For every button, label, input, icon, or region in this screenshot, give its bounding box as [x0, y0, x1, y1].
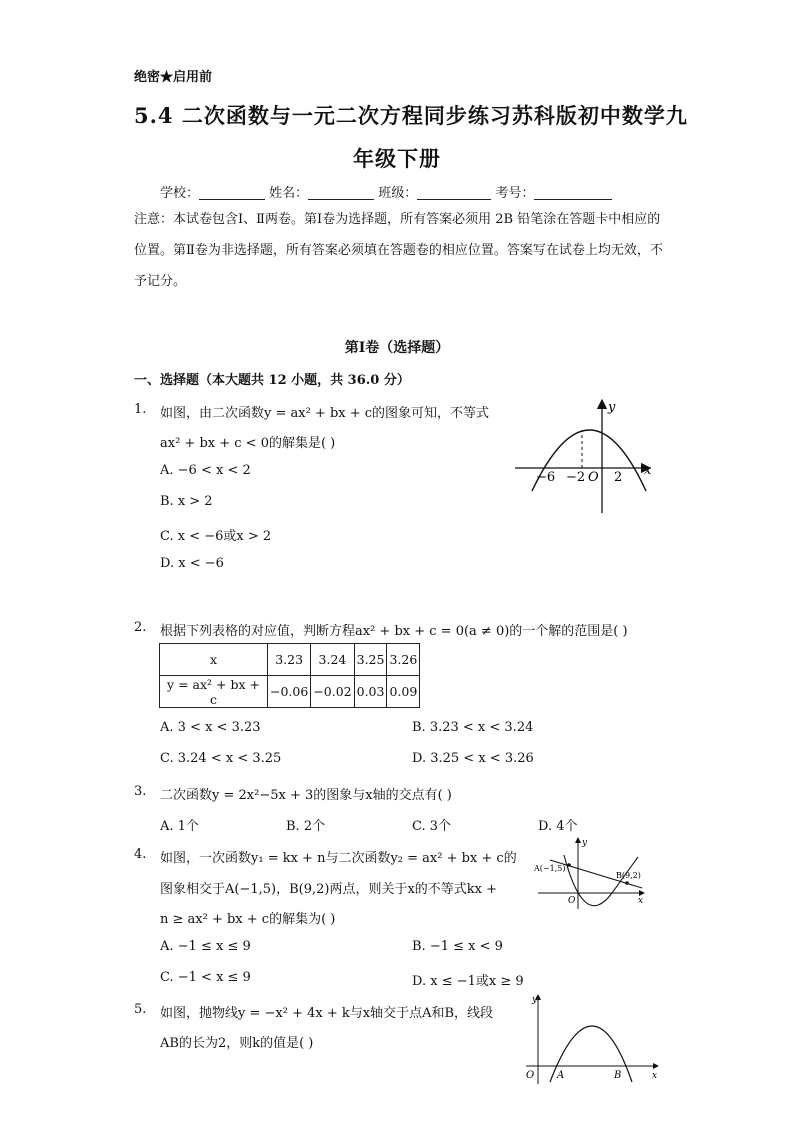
- table-row: [160, 644, 420, 676]
- question-4-option-c[interactable]: C. −1 < x ≤ 9: [160, 970, 251, 985]
- table-row: [160, 676, 420, 708]
- origin-label: O: [568, 896, 576, 906]
- question-3-option-c[interactable]: C. 3个: [412, 819, 452, 834]
- tick-minus-6: −6: [536, 470, 556, 485]
- y-axis-label: y: [582, 838, 588, 848]
- question-4-line1: 如图，一次函数y₁ = kx + n与二次函数y₂ = ax² + bx + c的: [160, 851, 517, 866]
- point-a-label: A: [557, 1070, 565, 1081]
- origin-label: O: [526, 1070, 535, 1081]
- origin-label: O: [588, 470, 599, 485]
- question-2-option-a[interactable]: A. 3 < x < 3.23: [160, 720, 261, 735]
- name-label: 姓名：: [269, 186, 309, 201]
- table-cell: −0.02: [311, 676, 354, 708]
- question-2-option-d[interactable]: D. 3.25 < x < 3.26: [412, 751, 534, 766]
- school-blank[interactable]: [199, 185, 265, 200]
- question-3-option-b[interactable]: B. 2个: [286, 819, 326, 834]
- table-cell: 0.09: [387, 676, 420, 708]
- question-1-line2: ax² + bx + c < 0的解集是( ): [160, 436, 336, 451]
- question-1-option-b[interactable]: B. x > 2: [160, 494, 213, 509]
- table-cell: x: [160, 644, 268, 676]
- notice-text: 注意：本试卷包含Ⅰ、Ⅱ两卷。第Ⅰ卷为选择题，所有答案必须用 2B 铅笔涂在答题卡中相应的位置。第Ⅱ卷为非选择题，所有答案必须填在答题卷的相应位置。答案写在试卷上均无效，不予记分。: [134, 212, 663, 289]
- page-title-line1: 5.4 二次函数与一元二次方程同步练习苏科版初中数学九: [134, 103, 688, 128]
- name-blank[interactable]: [308, 185, 374, 200]
- question-3-option-a[interactable]: A. 1个: [160, 819, 199, 834]
- table-cell: 3.25: [354, 644, 387, 676]
- table-cell: −0.06: [268, 676, 311, 708]
- question-4-graph-figure: [528, 833, 650, 913]
- point-a-label: A(−1,5): [534, 864, 566, 873]
- question-5-line1: 如图，抛物线y = −x² + 4x + k与x轴交于点A和B，线段: [160, 1006, 494, 1021]
- class-blank[interactable]: [417, 185, 491, 200]
- tick-minus-2: −2: [566, 470, 586, 485]
- table-cell: 3.23: [268, 644, 311, 676]
- point-b-label: B(9,2): [616, 871, 641, 880]
- question-2-option-b[interactable]: B. 3.23 < x < 3.24: [412, 720, 534, 735]
- question-4-option-b[interactable]: B. −1 ≤ x < 9: [412, 939, 503, 954]
- secret-label: 绝密★启用前: [134, 70, 213, 85]
- table-cell: y = ax² + bx + c: [160, 676, 268, 708]
- y-axis-label: y: [608, 400, 616, 415]
- question-4-line2: 图象相交于A(−1,5)，B(9,2)两点，则关于x的不等式kx +: [160, 882, 498, 897]
- id-blank[interactable]: [534, 185, 612, 200]
- section-heading: 一、选择题（本大题共 12 小题，共 36.0 分）: [134, 373, 410, 388]
- question-4-option-d[interactable]: D. x ≤ −1或x ≥ 9: [412, 974, 524, 989]
- question-4-number: 4.: [134, 847, 147, 862]
- y-axis-label: y: [532, 995, 538, 1005]
- question-2-line1: 根据下列表格的对应值，判断方程ax² + bx + c = 0(a ≠ 0)的一个解的范围是( ): [160, 624, 628, 639]
- question-3-line1: 二次函数y = 2x²−5x + 3的图象与x轴的交点有( ): [160, 788, 452, 803]
- question-1-option-a[interactable]: A. −6 < x < 2: [160, 463, 251, 478]
- question-3-number: 3.: [134, 784, 147, 799]
- page-title-line2: 年级下册: [353, 146, 441, 171]
- question-1-option-d[interactable]: D. x < −6: [160, 556, 224, 571]
- question-2-number: 2.: [134, 620, 147, 635]
- question-1-option-c[interactable]: C. x < −6或x > 2: [160, 529, 272, 544]
- section-title: 第Ⅰ卷（选择题）: [344, 340, 450, 356]
- tick-2: 2: [614, 470, 623, 485]
- question-3-option-d[interactable]: D. 4个: [538, 819, 578, 834]
- question-2-option-c[interactable]: C. 3.24 < x < 3.25: [160, 751, 282, 766]
- table-cell: 0.03: [354, 676, 387, 708]
- point-a-marker: [567, 863, 571, 867]
- id-label: 考号：: [495, 186, 535, 201]
- question-4-option-a[interactable]: A. −1 ≤ x ≤ 9: [160, 939, 251, 954]
- point-b-label: B: [614, 1070, 622, 1081]
- values-table: [159, 643, 420, 708]
- question-1-line1: 如图，由二次函数y = ax² + bx + c的图象可知，不等式: [160, 406, 490, 421]
- table-cell: 3.26: [387, 644, 420, 676]
- school-label: 学校：: [160, 186, 200, 201]
- x-axis-label: x: [644, 463, 652, 478]
- question-5-number: 5.: [134, 1002, 147, 1017]
- question-5-line2: AB的长为2，则k的值是( ): [160, 1036, 314, 1051]
- x-axis-label: x: [638, 896, 644, 906]
- question-1-number: 1.: [134, 402, 147, 417]
- point-b-marker: [625, 881, 629, 885]
- question-1-parabola-figure: [510, 395, 660, 517]
- question-5-parabola-figure: [518, 990, 664, 1086]
- student-info-row: [160, 182, 612, 201]
- table-cell: 3.24: [311, 644, 354, 676]
- class-label: 班级：: [378, 186, 418, 201]
- x-axis-label: x: [652, 1071, 658, 1081]
- question-4-line3: n ≥ ax² + bx + c的解集为( ): [160, 912, 336, 927]
